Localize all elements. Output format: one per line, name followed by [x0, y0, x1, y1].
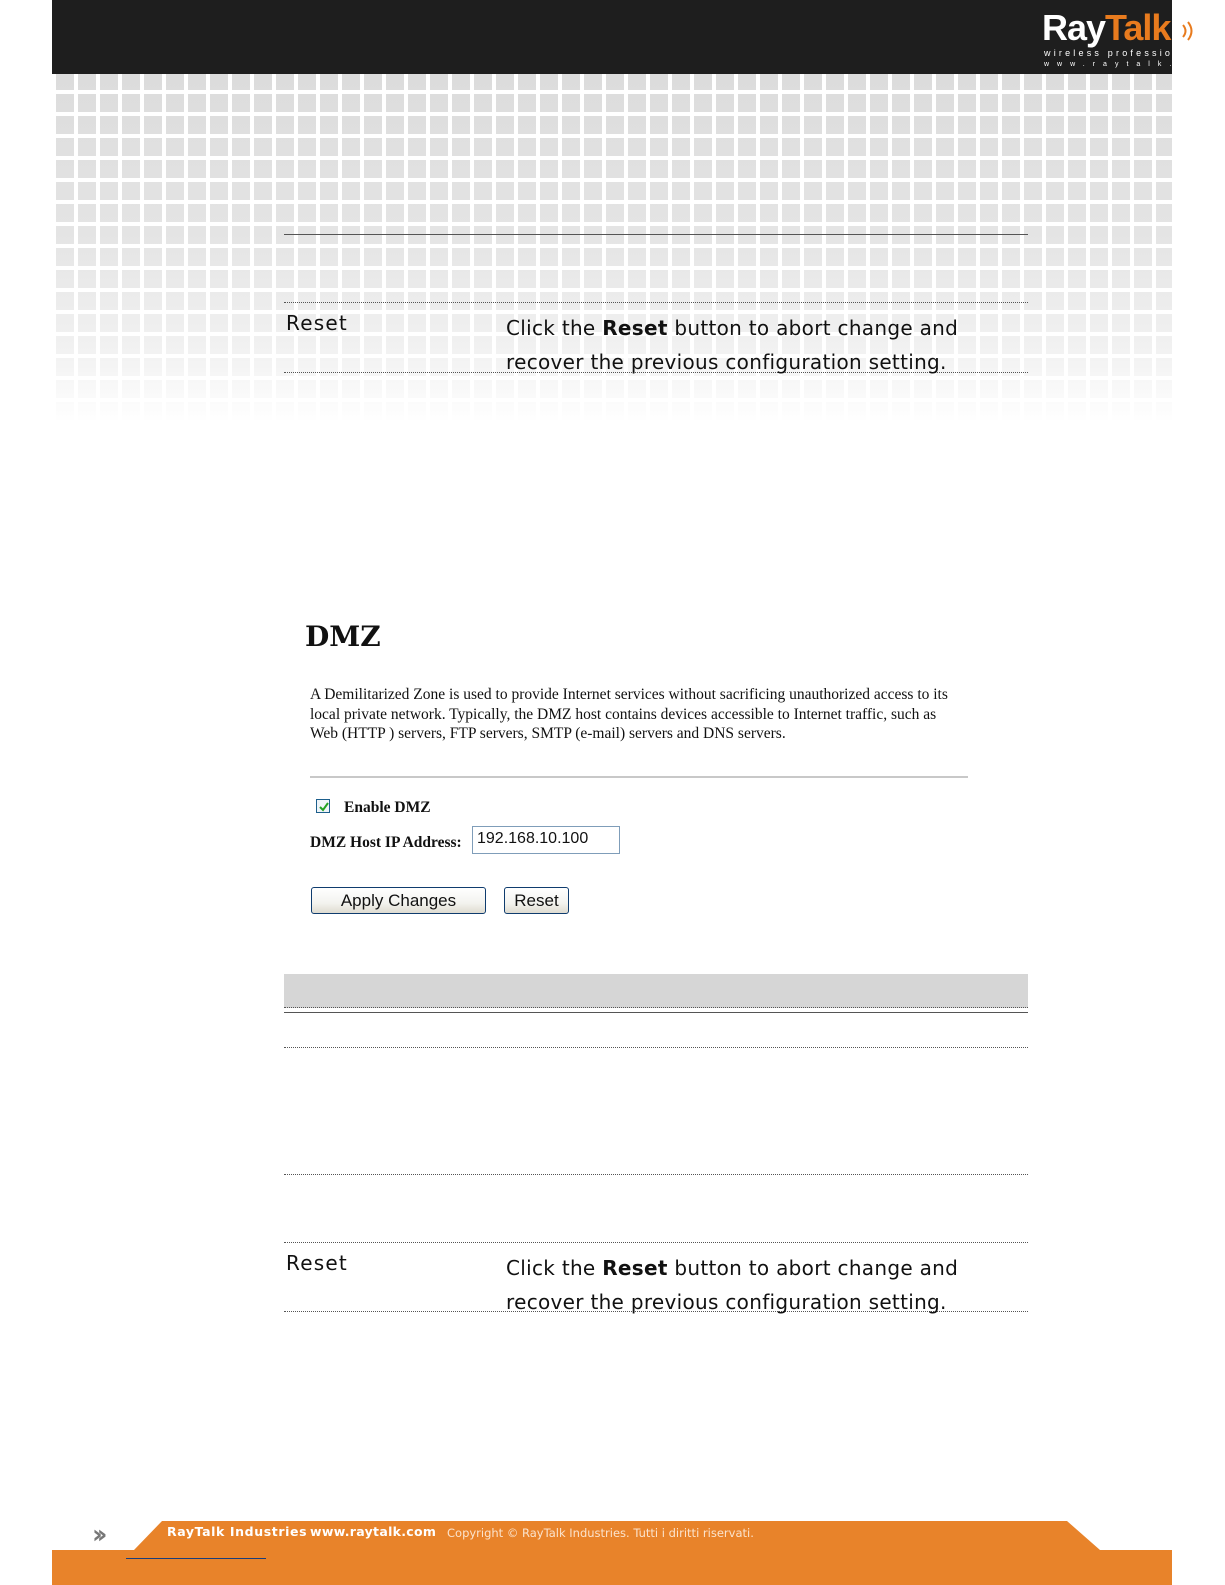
- table-row: [284, 234, 1028, 303]
- row-term: Reset: [286, 311, 348, 335]
- footer-company: RayTalk Industries: [167, 1524, 308, 1539]
- dmz-title: DMZ: [305, 620, 381, 653]
- divider: [310, 776, 968, 778]
- dmz-host-ip-label: DMZ Host IP Address:: [310, 834, 462, 851]
- logo-wordmark: RayTalk: [1042, 7, 1171, 48]
- table-row: [284, 1175, 1028, 1243]
- footer-copyright: Copyright © RayTalk Industries. Tutti i diritti riservati.: [447, 1526, 754, 1540]
- dmz-host-ip-input[interactable]: 192.168.10.100: [472, 826, 620, 854]
- table-row: [284, 1048, 1028, 1175]
- registered-mark-icon: [1200, 8, 1208, 16]
- apply-changes-button[interactable]: Apply Changes: [311, 887, 486, 914]
- footer-underline: [126, 1558, 266, 1559]
- signal-waves-icon: [1180, 20, 1196, 42]
- row-term: Reset: [286, 1251, 348, 1275]
- logo-tagline: wireless professionals: [1044, 48, 1203, 58]
- row-description: Click the Reset button to abort change and recover the previous configuration setting.: [506, 316, 959, 374]
- table-row: [284, 1012, 1028, 1048]
- table-row: [284, 303, 1028, 373]
- row-description: Click the Reset button to abort change and recover the previous configuration setting.: [506, 1256, 959, 1314]
- reset-button[interactable]: Reset: [504, 887, 569, 914]
- page-header: [52, 0, 1217, 74]
- checkmark-icon: [317, 800, 331, 814]
- definition-table-bottom: [284, 1012, 1028, 1312]
- enable-dmz-checkbox[interactable]: [316, 799, 330, 813]
- logo-url: www.raytalk.com: [1044, 61, 1217, 68]
- dmz-description: A Demilitarized Zone is used to provide Internet services without sacrificing unauthorized access to its local private network. Typically, the DMZ host contains devices accessible to Internet traffic, such as Web (HTTP ) servers, FTP servers, SMTP (e-mail) servers and DNS servers.: [310, 686, 948, 742]
- double-chevron-icon: ››: [92, 1520, 102, 1550]
- table-header: [284, 974, 1028, 1008]
- footer-website-link[interactable]: www.raytalk.com: [310, 1524, 437, 1539]
- definition-table-top: [284, 234, 1028, 373]
- table-row: [284, 1243, 1028, 1312]
- enable-dmz-label: Enable DMZ: [344, 799, 431, 816]
- raytalk-logo: [1042, 7, 1217, 70]
- dmz-settings-panel: [300, 610, 980, 940]
